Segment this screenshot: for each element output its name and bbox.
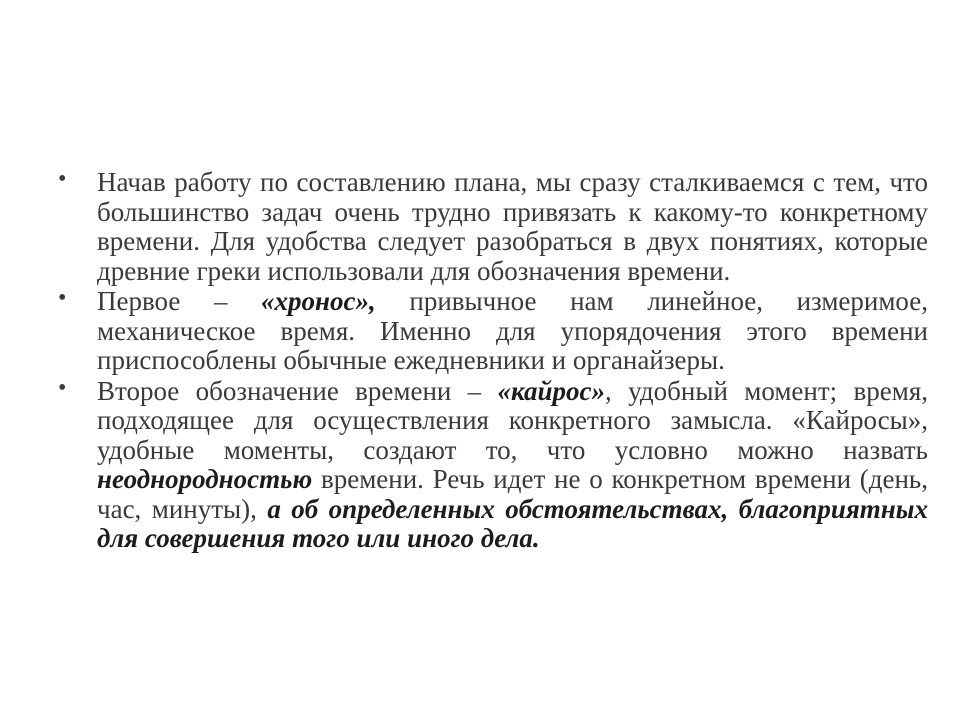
bullet-2-text-before: Первое – [97,286,262,316]
bullet-dot-icon: • [58,374,67,401]
bullet-2-text-after: привычное нам линейное, измеримое, механическое время. Именно для упорядочения этого времени приспособлены обычные ежедневники и органайзеры. [97,286,928,375]
bullet-item-1 [48,168,928,286]
bullet-1-text: Начав работу по составлению плана, мы сразу сталкиваемся с тем, что большинство задач очень трудно привязать к какому-то конкретному времени. Для удобства следует разобраться в двух понятиях, которые древние греки использовали для обозначения времени. [97,167,928,286]
bullet-3-text-before: Второе обозначение времени – [97,375,498,406]
bullet-item-3 [48,374,929,554]
bullet-3-term-kairos: «кайрос» [497,375,606,406]
bullet-dot-icon: • [58,166,67,192]
bullet-item-2 [48,287,928,376]
bullet-dot-icon: • [58,285,67,311]
bullet-list [48,168,928,555]
bullet-3-text-middle: , удобный момент; время, подходящее для осуществления конкретного замысла. «Кайросы», удобные моменты, создают то, что условно можно назвать [97,375,928,465]
bullet-3-text-middle2: времени. Речь идет не о конкретном времени (день, час, минуты), [97,464,928,524]
bullet-3-emphasis-circumstances: а об определенных обстоятельствах, благоприятных для совершения того или иного дела. [97,493,929,553]
bullet-3-term-heterogeneity: неоднородностью [97,464,313,494]
bullet-2-term-chronos: «хронос», [261,286,376,316]
